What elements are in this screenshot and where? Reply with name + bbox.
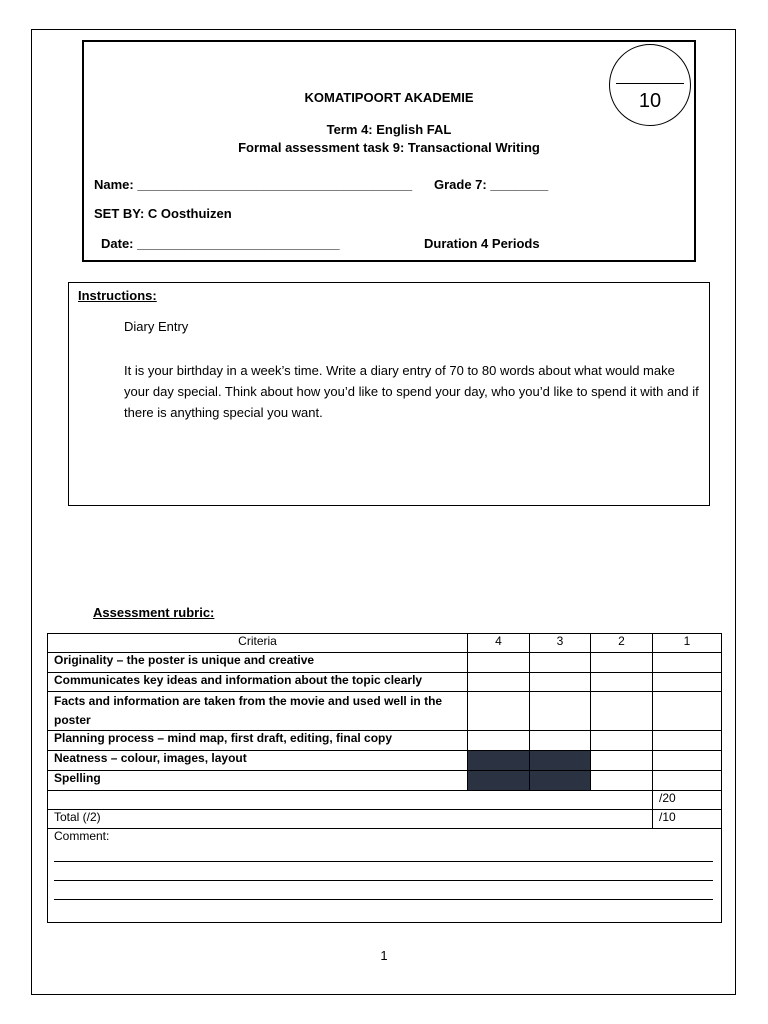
subtotal-value: /20 xyxy=(653,791,722,810)
comment-line[interactable] xyxy=(54,843,713,862)
school-name: KOMATIPOORT AKADEMIE xyxy=(304,90,474,105)
total-row xyxy=(48,810,722,829)
score-cell[interactable] xyxy=(653,692,722,731)
score-1-header: 1 xyxy=(653,634,722,653)
score-cell[interactable] xyxy=(653,751,722,771)
set-by: SET BY: C Oosthuizen xyxy=(94,206,232,221)
score-4-header: 4 xyxy=(468,634,530,653)
score-cell[interactable] xyxy=(530,731,591,751)
criteria-communication: Communicates key ideas and information about the topic clearly xyxy=(48,673,468,692)
score-cell[interactable] xyxy=(591,771,653,791)
score-cell[interactable] xyxy=(530,653,591,673)
instructions-subtitle: Diary Entry xyxy=(124,319,189,334)
criteria-facts: Facts and information are taken from the movie and used well in the poster xyxy=(48,692,468,731)
term-title: Term 4: English FAL xyxy=(326,122,452,137)
rubric-table xyxy=(47,633,722,923)
score-cell[interactable] xyxy=(653,673,722,692)
instructions-box xyxy=(68,282,710,506)
score-cell[interactable] xyxy=(468,692,530,731)
comment-line[interactable] xyxy=(54,881,713,900)
mark-divider xyxy=(616,83,684,84)
shaded-cell xyxy=(468,751,530,771)
score-cell[interactable] xyxy=(653,653,722,673)
criteria-header: Criteria xyxy=(48,634,468,653)
score-cell[interactable] xyxy=(591,731,653,751)
criteria-planning: Planning process – mind map, first draft, editing, final copy xyxy=(48,731,468,751)
score-cell[interactable] xyxy=(468,653,530,673)
page-number: 1 xyxy=(380,948,388,963)
instructions-title: Instructions: xyxy=(78,288,157,303)
rubric-header-row xyxy=(48,634,722,653)
subtotal-row xyxy=(48,791,722,810)
shaded-cell xyxy=(468,771,530,791)
score-2-header: 2 xyxy=(591,634,653,653)
criteria-originality: Originality – the poster is unique and creative xyxy=(48,653,468,673)
score-cell[interactable] xyxy=(653,731,722,751)
total-label: Total (/2) xyxy=(48,810,653,829)
table-row xyxy=(48,771,722,791)
score-cell[interactable] xyxy=(591,653,653,673)
comment-label: Comment: xyxy=(54,829,110,843)
score-cell[interactable] xyxy=(591,673,653,692)
header-box xyxy=(82,40,696,262)
score-cell[interactable] xyxy=(653,771,722,791)
table-row xyxy=(48,731,722,751)
score-cell[interactable] xyxy=(591,692,653,731)
total-value: /10 xyxy=(653,810,722,829)
shaded-cell xyxy=(530,771,591,791)
score-cell[interactable] xyxy=(530,673,591,692)
instructions-body: It is your birthday in a week’s time. Write a diary entry of 70 to 80 words about what would make your day special. Think about how you’d like to spend your day, who you’d like to spend it with and if there is anything special you want. xyxy=(124,363,699,420)
mark-circle xyxy=(609,44,691,126)
mark-value: 10 xyxy=(638,90,662,112)
table-row xyxy=(48,751,722,771)
comment-cell[interactable] xyxy=(48,829,722,923)
task-title: Formal assessment task 9: Transactional Writing xyxy=(238,140,540,155)
table-row xyxy=(48,673,722,692)
score-3-header: 3 xyxy=(530,634,591,653)
grade-field[interactable]: Grade 7: ________ xyxy=(434,177,549,192)
score-cell[interactable] xyxy=(468,673,530,692)
duration: Duration 4 Periods xyxy=(424,236,540,251)
table-row xyxy=(48,653,722,673)
score-cell[interactable] xyxy=(530,692,591,731)
shaded-cell xyxy=(530,751,591,771)
subtotal-spacer xyxy=(48,791,653,810)
score-cell[interactable] xyxy=(591,751,653,771)
score-cell[interactable] xyxy=(468,731,530,751)
name-field[interactable]: Name: ______________________________________ xyxy=(94,177,413,192)
date-field[interactable]: Date: ____________________________ xyxy=(101,236,340,251)
rubric-title: Assessment rubric: xyxy=(93,605,215,620)
comment-line[interactable] xyxy=(54,862,713,881)
table-row xyxy=(48,692,722,731)
criteria-neatness: Neatness – colour, images, layout xyxy=(48,751,468,771)
criteria-spelling: Spelling xyxy=(48,771,468,791)
comment-row xyxy=(48,829,722,923)
